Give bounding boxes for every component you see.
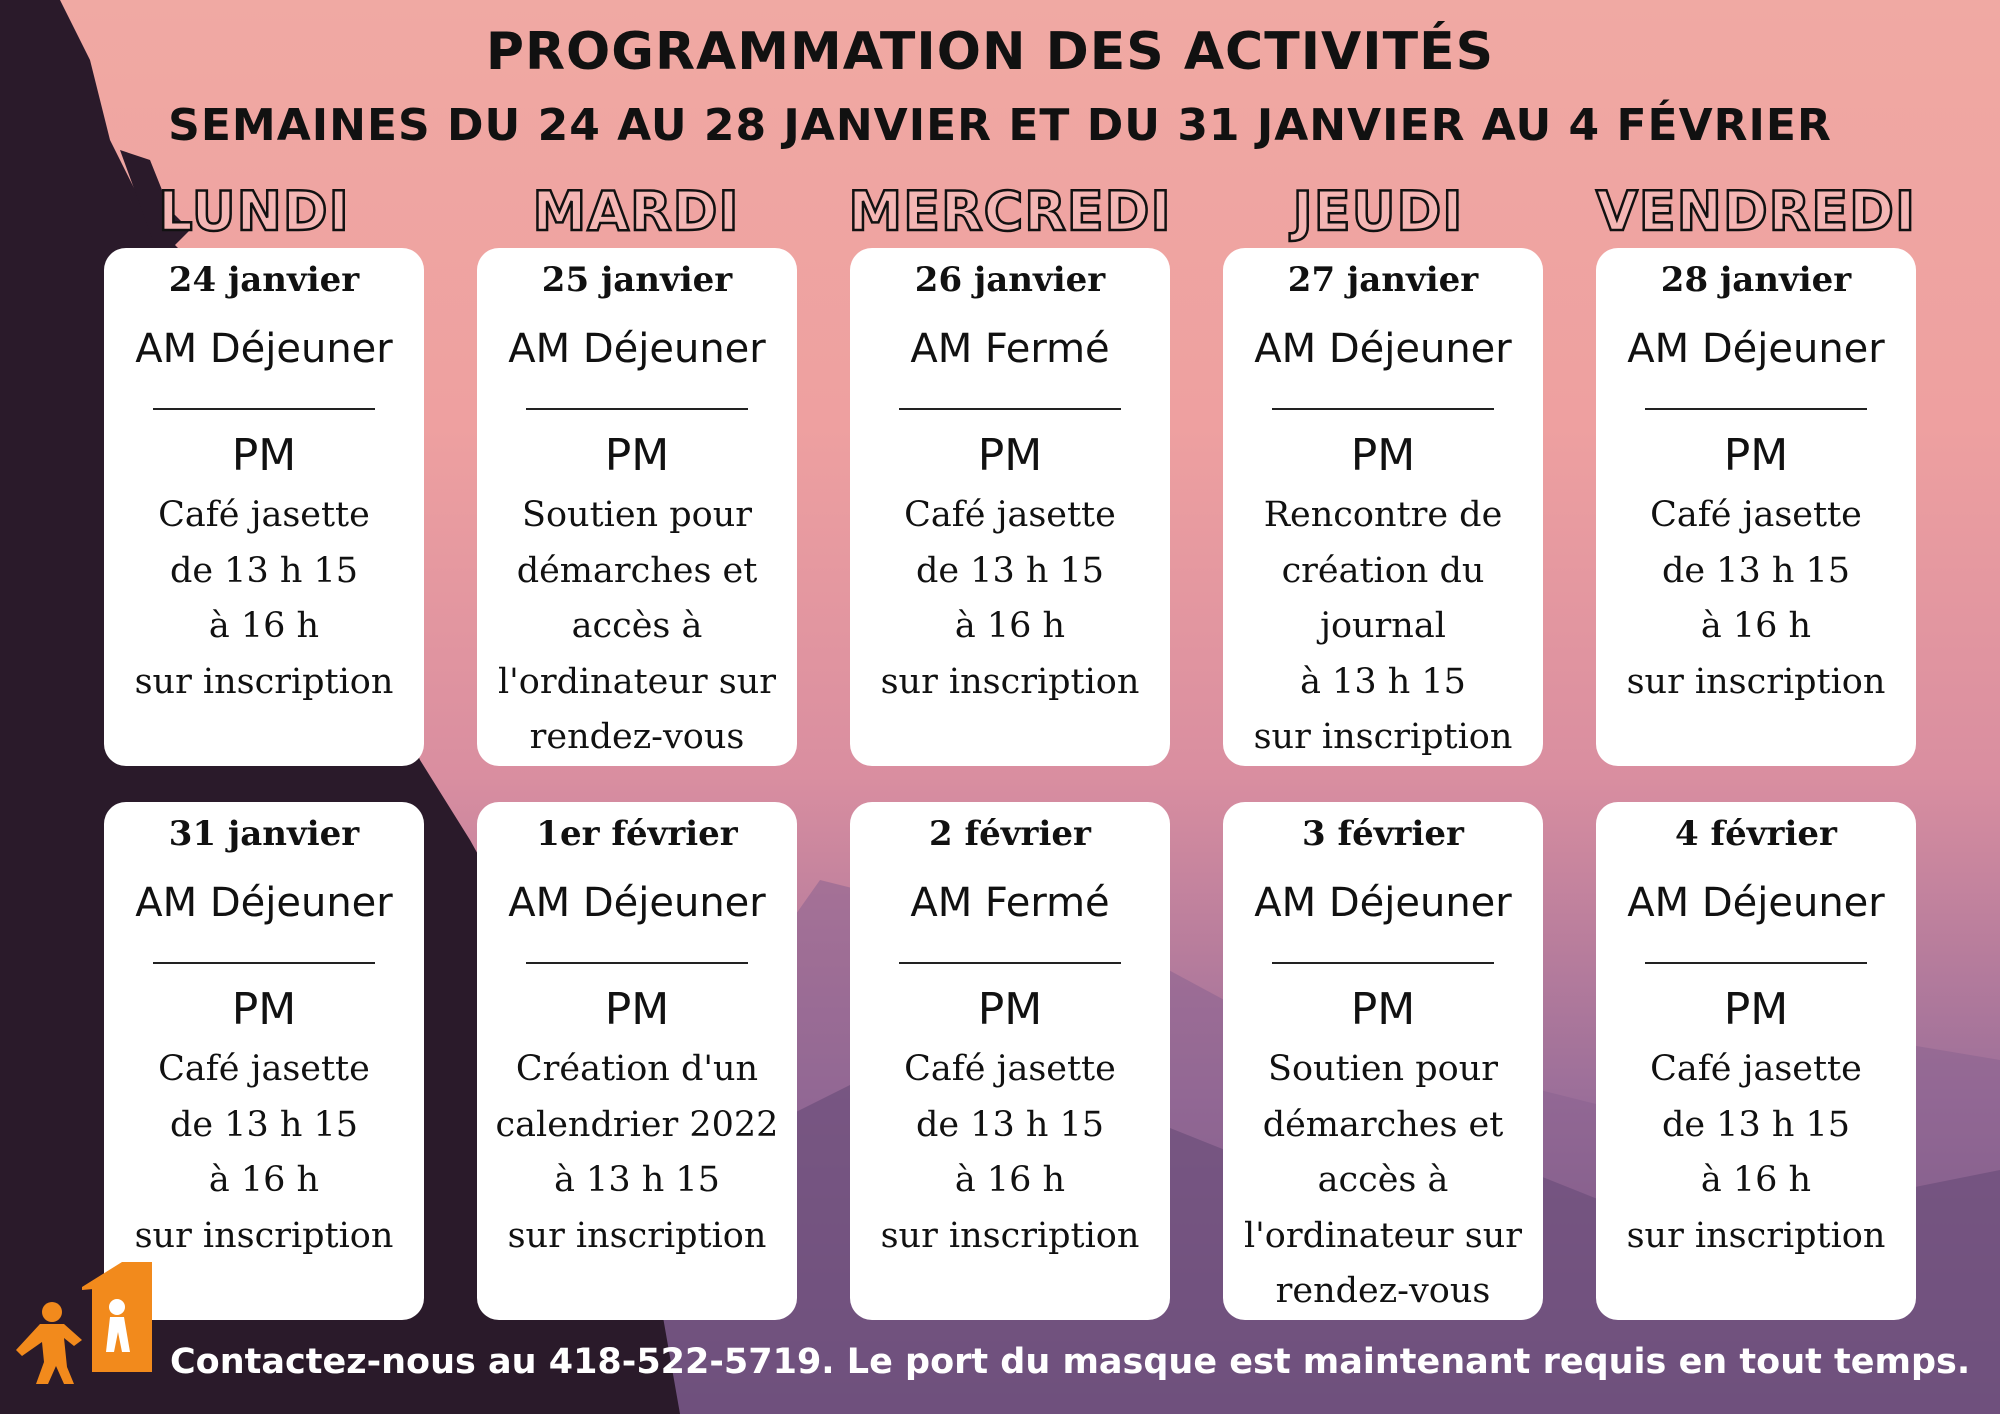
divider <box>153 962 375 964</box>
card-details <box>477 488 797 766</box>
detail-line: sur inscription <box>880 661 1140 702</box>
detail-line: l'ordinateur sur <box>1243 1215 1523 1256</box>
divider <box>526 962 748 964</box>
detail-line: sur inscription <box>880 1215 1140 1256</box>
detail-line: accès à <box>571 606 703 646</box>
card-pm: PM <box>604 430 670 481</box>
card-am: AM Déjeuner <box>1254 326 1512 372</box>
detail-line: à 13 h 15 <box>554 1160 720 1200</box>
card-pm: PM <box>1723 984 1789 1035</box>
detail-line: sur inscription <box>1253 717 1513 757</box>
detail-line: sur inscription <box>507 1215 767 1256</box>
schedule-card <box>104 802 424 1320</box>
card-date: 24 janvier <box>168 260 360 300</box>
schedule-card <box>477 248 797 766</box>
card-pm: PM <box>1350 984 1416 1035</box>
detail-line: sur inscription <box>134 661 394 702</box>
detail-line: Création d'un <box>515 1049 759 1089</box>
detail-line: de 13 h 15 <box>169 550 359 591</box>
detail-line: l'ordinateur sur <box>497 661 777 702</box>
card-details <box>1223 1042 1543 1320</box>
card-details <box>104 1042 424 1264</box>
detail-line: Rencontre de <box>1263 495 1503 535</box>
card-date: 28 janvier <box>1660 260 1852 300</box>
detail-line: rendez-vous <box>1275 1271 1491 1311</box>
detail-line: à 16 h <box>954 606 1066 646</box>
detail-line: Café jasette <box>904 1049 1116 1089</box>
day-header-mardi: MARDI <box>532 180 740 243</box>
organization-logo-icon <box>12 1262 152 1387</box>
card-pm: PM <box>1350 430 1416 481</box>
detail-line: à 16 h <box>1700 606 1812 646</box>
schedule-card <box>477 802 797 1320</box>
divider <box>1272 962 1494 964</box>
card-am: AM Déjeuner <box>135 880 393 926</box>
detail-line: sur inscription <box>1626 1215 1886 1256</box>
detail-line: Café jasette <box>1650 1049 1862 1089</box>
card-date: 3 février <box>1302 814 1464 854</box>
divider <box>1645 408 1867 410</box>
detail-line: de 13 h 15 <box>915 550 1105 591</box>
card-date: 31 janvier <box>168 814 360 854</box>
card-details <box>477 1042 797 1264</box>
detail-line: de 13 h 15 <box>169 1104 359 1145</box>
card-details <box>850 488 1170 710</box>
card-date: 1er février <box>536 814 738 854</box>
card-am: AM Déjeuner <box>508 326 766 372</box>
footer-contact: Contactez-nous au 418-522-5719. Le port du masque est maintenant requis en tout temps. <box>170 1342 1971 1382</box>
detail-line: Café jasette <box>158 1049 370 1089</box>
page-title: PROGRAMMATION DES ACTIVITÉS <box>485 22 1495 82</box>
card-details <box>1596 488 1916 710</box>
card-details <box>1223 488 1543 766</box>
card-pm: PM <box>231 984 297 1035</box>
detail-line: Café jasette <box>904 495 1116 535</box>
divider <box>526 408 748 410</box>
detail-line: de 13 h 15 <box>1661 1104 1851 1145</box>
day-header-lundi: LUNDI <box>158 180 350 243</box>
detail-line: démarches et <box>1262 1104 1504 1145</box>
page-subtitle: SEMAINES DU 24 AU 28 JANVIER ET DU 31 JANVIER AU 4 FÉVRIER <box>168 100 1832 151</box>
detail-line: à 16 h <box>208 1160 320 1200</box>
card-am: AM Fermé <box>910 880 1110 926</box>
day-header-vendredi: VENDREDI <box>1595 180 1917 243</box>
schedule-card <box>1223 248 1543 766</box>
schedule-card <box>850 248 1170 766</box>
detail-line: à 16 h <box>1700 1160 1812 1200</box>
divider <box>153 408 375 410</box>
detail-line: sur inscription <box>1626 661 1886 702</box>
card-details <box>1596 1042 1916 1264</box>
schedule-card <box>1596 802 1916 1320</box>
day-header-jeudi: JEUDI <box>1292 180 1464 243</box>
card-pm: PM <box>1723 430 1789 481</box>
card-date: 4 février <box>1675 814 1837 854</box>
detail-line: démarches et <box>516 550 758 591</box>
schedule-card <box>104 248 424 766</box>
detail-line: à 13 h 15 <box>1300 661 1466 702</box>
card-pm: PM <box>977 984 1043 1035</box>
divider <box>1272 408 1494 410</box>
card-details <box>850 1042 1170 1264</box>
card-date: 27 janvier <box>1287 260 1479 300</box>
card-am: AM Déjeuner <box>1254 880 1512 926</box>
detail-line: rendez-vous <box>529 717 745 757</box>
card-am: AM Déjeuner <box>135 326 393 372</box>
detail-line: Soutien pour <box>522 495 752 535</box>
card-pm: PM <box>604 984 670 1035</box>
card-am: AM Déjeuner <box>1627 326 1885 372</box>
detail-line: sur inscription <box>134 1215 394 1256</box>
divider <box>899 408 1121 410</box>
divider <box>1645 962 1867 964</box>
divider <box>899 962 1121 964</box>
card-am: AM Déjeuner <box>508 880 766 926</box>
detail-line: de 13 h 15 <box>915 1104 1105 1145</box>
schedule-card <box>1596 248 1916 766</box>
card-am: AM Déjeuner <box>1627 880 1885 926</box>
detail-line: Café jasette <box>158 495 370 535</box>
detail-line: accès à <box>1317 1160 1449 1200</box>
detail-line: Soutien pour <box>1268 1049 1498 1089</box>
schedule-card <box>850 802 1170 1320</box>
card-pm: PM <box>977 430 1043 481</box>
card-date: 26 janvier <box>914 260 1106 300</box>
detail-line: calendrier 2022 <box>495 1104 779 1145</box>
detail-line: création du <box>1281 550 1485 591</box>
card-pm: PM <box>231 430 297 481</box>
detail-line: à 16 h <box>208 606 320 646</box>
card-details <box>104 488 424 710</box>
detail-line: à 16 h <box>954 1160 1066 1200</box>
detail-line: Café jasette <box>1650 495 1862 535</box>
schedule-card <box>1223 802 1543 1320</box>
day-header-mercredi: MERCREDI <box>848 180 1172 243</box>
card-date: 2 février <box>929 814 1091 854</box>
card-am: AM Fermé <box>910 326 1110 372</box>
detail-line: de 13 h 15 <box>1661 550 1851 591</box>
detail-line: journal <box>1320 606 1446 646</box>
card-date: 25 janvier <box>541 260 733 300</box>
